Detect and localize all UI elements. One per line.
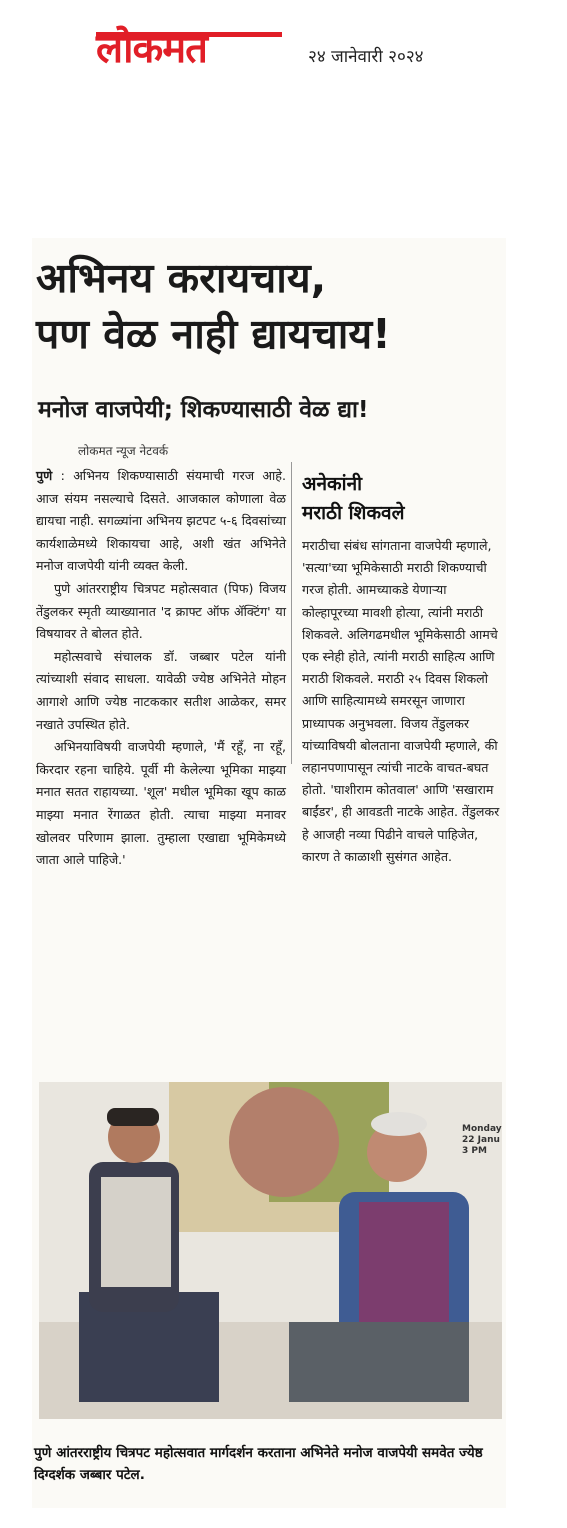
- subheadline: मनोज वाजपेयी; शिकण्यासाठी वेळ द्या!: [38, 397, 369, 423]
- headline-line-2: पण वेळ नाही द्यायचाय!: [36, 310, 391, 358]
- paragraph-1: [36, 465, 286, 578]
- box-body: मराठीचा संबंध सांगताना वाजपेयी म्हणाले, 'सत्या'च्या भूमिकेसाठी मराठी शिकण्याची गरज होती. आमच्याकडे येणाऱ्या कोल्हापूरच्या मावशी होत्या, त्यांनी मराठी शिकवले. अलिगढमधील भूमिकेसाठी आमचे एक स्नेही होते, त्यांनी मराठी साहित्य आणि मराठी शिकवले. मराठी २५ दिवस शिकलो आणि साहित्यामध्ये समरसून जाणारा प्राध्यापक अनुभवला. विजय तेंडुलकर यांच्याविषयी बोलताना वाजपेयी म्हणाले, की लहानपणापासून त्यांची नाटके वाचत-बघत होतो. 'घाशीराम कोतवाल' आणि 'सखाराम बाईंडर', ही आवडती नाटके आहेत. तेंडुलकर हे आजही नव्या पिढीने वाचले पाहिजेत, कारण ते काळाशी सुसंगत आहेत.: [302, 538, 500, 864]
- headline-line-1: अभिनय करायचाय,: [36, 254, 327, 302]
- paragraph-4: अभिनयाविषयी वाजपेयी म्हणाले, 'मैं रहूँ, ना रहूँ, किरदार रहना चाहिये. पूर्वी मी केलेल्या भूमिका माझ्या मनात सतत राहायच्या. 'शूल' मधील भूमिका खूप काळ माझ्या मनात रेंगाळत होती. त्याचा माझ्या मनावर खोलवर परिणाम झाला. तुम्हाला एखाद्या भूमिकेमध्ये जाता आले पाहिजे.': [36, 739, 286, 868]
- box-title: [302, 470, 502, 528]
- box-title-line-1: अनेकांनी: [302, 473, 363, 495]
- publication-date: २४ जानेवारी २०२४: [308, 47, 424, 67]
- paragraph-3: महोत्सवाचे संचालक डॉ. जब्बार पटेल यांनी त्यांच्याशी संवाद साधला. यावेळी ज्येष्ठ अभिनेते मोहन आगाशे आणि ज्येष्ठ नाटककार सतीश आळेकर, समर नखाते उपस्थित होते.: [36, 648, 286, 732]
- masthead: [86, 14, 466, 84]
- article-body: [36, 465, 286, 872]
- lokmat-logo: लोकमत: [96, 26, 207, 72]
- photo-timestamp: [462, 1124, 502, 1157]
- column-divider: [291, 462, 292, 764]
- stamp-date: 22 Janu: [462, 1135, 500, 1145]
- event-photo: [39, 1082, 502, 1419]
- byline: लोकमत न्यूज नेटवर्क: [78, 444, 169, 458]
- stamp-day: Monday: [462, 1124, 502, 1134]
- paragraph-1-text: : अभिनय शिकण्यासाठी संयमाची गरज आहे. आज संयम नसल्याचे दिसते. आजकाल कोणाला वेळ द्यायचा नाही. सगळ्यांना अभिनय झटपट ५-६ दिवसांच्या कार्यशाळेमध्ये शिकायचा आहे, अशी खंत अभिनेते मनोज वाजपेयी यांनी व्यक्त केली.: [36, 468, 286, 574]
- photo-caption: पुणे आंतरराष्ट्रीय चित्रपट महोत्सवात मार्गदर्शन करताना अभिनेते मनोज वाजपेयी समवेत ज्येष्ठ दिग्दर्शक जब्बार पटेल.: [34, 1445, 483, 1483]
- paragraph-2: पुणे आंतरराष्ट्रीय चित्रपट महोत्सवात (पिफ) विजय तेंडुलकर स्मृती व्याख्यानात 'द क्राफ्ट ऑफ ॲक्टिंग' या विषयावर ते बोलत होते.: [36, 580, 286, 642]
- photo-illustration: [39, 1082, 502, 1419]
- box-title-line-2: मराठी शिकवले: [302, 502, 405, 524]
- headline: [36, 250, 506, 362]
- dateline: पुणे: [36, 468, 53, 483]
- stamp-time: 3 PM: [462, 1146, 487, 1156]
